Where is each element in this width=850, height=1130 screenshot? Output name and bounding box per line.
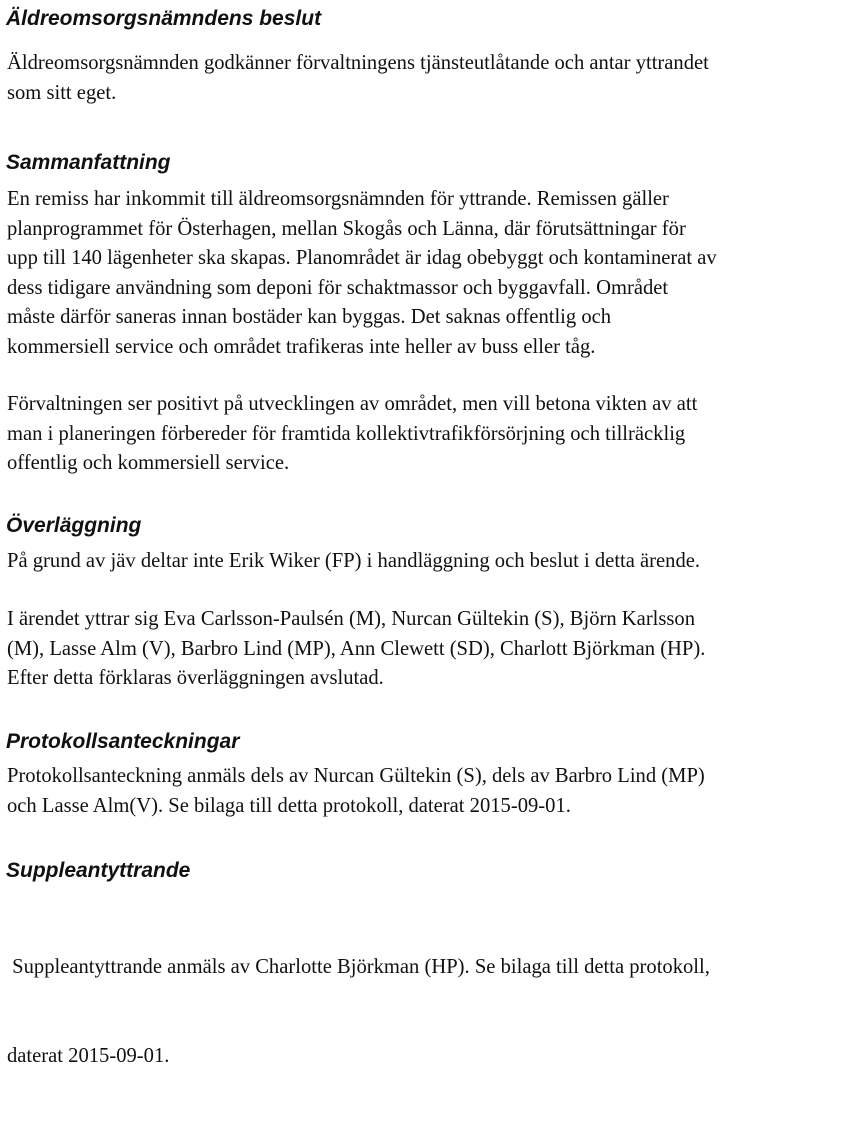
- section-heading: Suppleantyttrande: [6, 859, 191, 882]
- text-line: Äldreomsorgsnämnden godkänner förvaltningens tjänsteutlåtande och antar yttrandet: [7, 52, 709, 74]
- paragraph: [7, 762, 705, 821]
- section-heading: Äldreomsorgsnämndens beslut: [6, 7, 322, 30]
- text-line: I ärendet yttrar sig Eva Carlsson-Paulsén (M), Nurcan Gültekin (S), Björn Karlsson: [7, 608, 696, 630]
- text-line: Suppleantyttrande anmäls av Charlotte Björkman (HP). Se bilaga till detta protokoll,: [7, 956, 710, 978]
- text-line: dess tidigare användning som deponi för schaktmassor och byggavfall. Området: [7, 276, 669, 299]
- paragraph: [7, 547, 700, 577]
- text-line: En remiss har inkommit till äldreomsorgsnämnden för yttrande. Remissen gäller: [7, 188, 669, 210]
- paragraph: [7, 185, 717, 362]
- section-heading: Sammanfattning: [6, 151, 171, 174]
- text-line: På grund av jäv deltar inte Erik Wiker (FP) i handläggning och beslut i detta ärende.: [7, 550, 701, 572]
- text-line: och Lasse Alm(V). Se bilaga till detta protokoll, daterat 2015-09-01.: [7, 794, 571, 817]
- text-line: Efter detta förklaras överläggningen avslutad.: [7, 667, 384, 689]
- text-line: måste därför saneras innan bostäder kan byggas. Det saknas offentlig och: [7, 306, 612, 328]
- paragraph: [7, 390, 697, 479]
- text-line: upp till 140 lägenheter ska skapas. Planområdet är idag obebyggt och kontaminerat av: [7, 247, 717, 269]
- paragraph: [7, 894, 710, 1130]
- paragraph: [7, 605, 705, 694]
- paragraph: [7, 49, 709, 108]
- text-line: planprogrammet för Österhagen, mellan Skogås och Länna, där förutsättningar för: [7, 217, 686, 240]
- text-line: offentlig och kommersiell service.: [7, 452, 290, 474]
- text-line: kommersiell service och området trafikeras inte heller av buss eller tåg.: [7, 335, 596, 358]
- text-line: (M), Lasse Alm (V), Barbro Lind (MP), Ann Clewett (SD), Charlott Björkman (HP).: [7, 637, 706, 660]
- text-line: som sitt eget.: [7, 81, 117, 104]
- section-heading: Överläggning: [6, 514, 142, 537]
- text-line: daterat 2015-09-01.: [7, 1044, 170, 1067]
- text-line: Protokollsanteckning anmäls dels av Nurcan Gültekin (S), dels av Barbro Lind (MP): [7, 765, 705, 787]
- section-heading: Protokollsanteckningar: [6, 730, 240, 753]
- text-line: man i planeringen förbereder för framtida kollektivtrafikförsörjning och tillräcklig: [7, 422, 686, 445]
- text-line: Förvaltningen ser positivt på utvecklingen av området, men vill betona vikten av att: [7, 393, 698, 415]
